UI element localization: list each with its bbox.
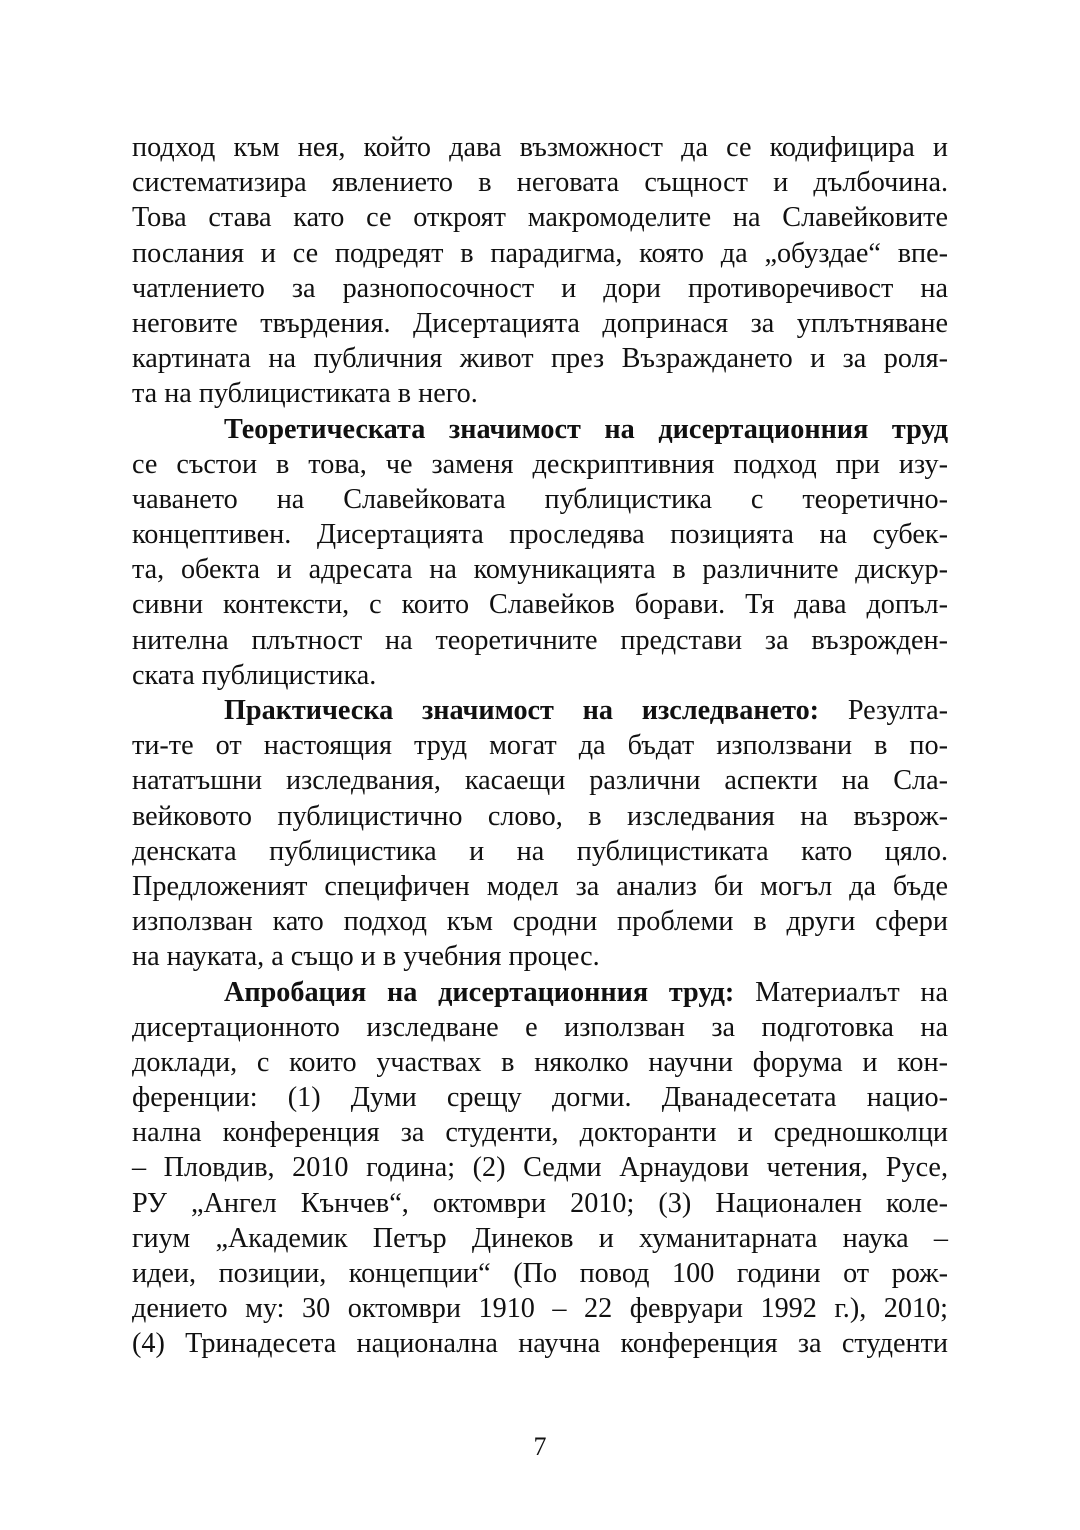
text-line: използван като подход към сродни проблеми в други сфери	[132, 906, 948, 938]
section-line-practical	[132, 693, 948, 728]
text-line: ти-те от настоящия труд могат да бъдат използвани в по-	[132, 730, 948, 762]
text-line: концептивен. Дисертацията проследява позицията на субек-	[132, 519, 948, 551]
text-line: дисертационното изследване е използван за подготовка на	[132, 1011, 948, 1043]
text-line: подход към нея, който дава възможност да се кодифицира и	[132, 132, 948, 163]
text-line: се състои в това, че заменя дескриптивния подход при изу-	[132, 448, 948, 480]
text-line: Това става като се откроят макромоделите на Славейковите	[132, 202, 948, 234]
text-line: денската публицистика и на публицистиката като цяло.	[132, 835, 948, 867]
text-fragment: Материалът на	[734, 976, 948, 1008]
text-line: чатлението за разнопосочност и дори противоречивост на	[132, 272, 948, 304]
text-line: нататъшни изследвания, касаещи различни аспекти на Сла-	[132, 765, 948, 797]
text-line: дението му: 30 октомври 1910 – 22 февруари 1992 г.), 2010;	[132, 1293, 948, 1325]
text-line: – Пловдив, 2010 година; (2) Седми Арнаудови четения, Русе,	[132, 1152, 948, 1184]
text-line: вейковото публицистично слово, в изследвания на възрож-	[132, 800, 948, 832]
text-line: нителна плътност на теоретичните представи за възрожден-	[132, 624, 948, 656]
text-line: ференции: (1) Думи срещу догми. Дванадесетата нацио-	[132, 1082, 948, 1114]
text-line: идеи, позиции, концепции“ (По повод 100 години от рож-	[132, 1258, 948, 1289]
text-line: чаването на Славейковата публицистика с теоретично-	[132, 483, 948, 515]
text-line: та, обекта и адресата на комуникацията в различните дискур-	[132, 554, 948, 586]
text-line: та на публицистиката в него.	[132, 378, 478, 410]
text-line: нална конференция за студенти, докторанти и средношколци	[132, 1117, 948, 1149]
section-heading-practical: Практическа значимост на изследването:	[224, 695, 820, 726]
text-line: послания и се подредят в парадигма, която да „обуздае“ впе-	[132, 237, 948, 269]
text-line: на науката, а също и в учебния процес.	[132, 941, 600, 973]
text-line: систематизира явлението в неговата същност и дълбочина.	[132, 167, 948, 199]
text-line: гиум „Академик Петър Динеков и хуманитарната наука –	[132, 1222, 948, 1254]
text-line: сивни контексти, с които Славейков борави. Тя дава допъл-	[132, 589, 948, 621]
section-line-approbation	[132, 975, 948, 1010]
text-line: Предложеният специфичен модел за анализ би могъл да бъде	[132, 870, 948, 902]
text-line: картината на публичния живот през Възраждането и за роля-	[132, 343, 948, 375]
text-line: (4) Тринадесета национална научна конференция за студенти	[132, 1328, 948, 1360]
section-heading-approbation: Апробация на дисертационния труд:	[224, 976, 735, 1008]
text-line: ската публицистика.	[132, 659, 377, 691]
text-line: доклади, с които участвах в няколко научни форума и кон-	[132, 1046, 948, 1078]
text-line: РУ „Ангел Кънчев“, октомври 2010; (3) Национален коле-	[132, 1187, 948, 1219]
page-number: 7	[533, 1432, 547, 1461]
document-body	[132, 130, 948, 1362]
text-line: неговите твърдения. Дисертацията допринася за уплътняване	[132, 307, 948, 339]
section-heading-theoretical: Теоретическата значимост на дисертационния труд	[224, 413, 948, 445]
text-fragment: Резулта-	[819, 695, 948, 726]
